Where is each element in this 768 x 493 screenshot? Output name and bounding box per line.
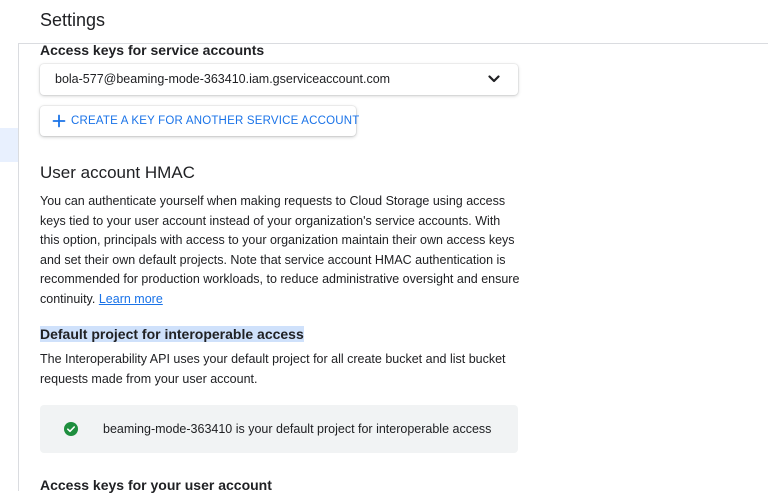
service-account-select[interactable] xyxy=(40,64,518,95)
default-project-description: The Interoperability API uses your default project for all create bucket and list bucket requests made from your user account. xyxy=(40,352,506,386)
learn-more-link[interactable]: Learn more xyxy=(98,291,163,306)
page-header xyxy=(18,0,768,44)
left-rail-active-item[interactable] xyxy=(0,128,18,162)
default-project-heading xyxy=(40,326,304,342)
service-accounts-heading: Access keys for service accounts xyxy=(40,42,265,58)
default-project-heading-text: Default project for interoperable access xyxy=(40,326,304,342)
check-circle-icon xyxy=(64,422,78,436)
hmac-description xyxy=(40,192,520,309)
create-service-account-key-button[interactable] xyxy=(40,106,360,136)
plus-icon xyxy=(52,114,66,128)
create-service-account-key-label: CREATE A KEY FOR ANOTHER SERVICE ACCOUNT xyxy=(71,115,360,127)
chevron-down-icon[interactable] xyxy=(488,74,500,84)
user-access-keys-heading: Access keys for your user account xyxy=(40,477,272,493)
default-project-status-box xyxy=(40,405,518,453)
page-title: Settings xyxy=(40,10,106,30)
default-project-status-text: beaming-mode-363410 is your default project for interoperable access xyxy=(103,422,492,436)
service-account-select-value: bola-577@beaming-mode-363410.iam.gserviceaccount.com xyxy=(55,72,391,86)
hmac-description-text: You can authenticate yourself when making requests to Cloud Storage using access keys tied to your user account instead of your organization's service accounts. With this option, principals with access to your organization maintain their own access keys and set their own default projects. Note that service account HMAC authentication is recommended for production workloads, to reduce administrative oversight and ensure continuity. xyxy=(40,194,520,306)
user-account-hmac-title: User account HMAC xyxy=(40,163,195,182)
left-rail xyxy=(0,0,19,491)
